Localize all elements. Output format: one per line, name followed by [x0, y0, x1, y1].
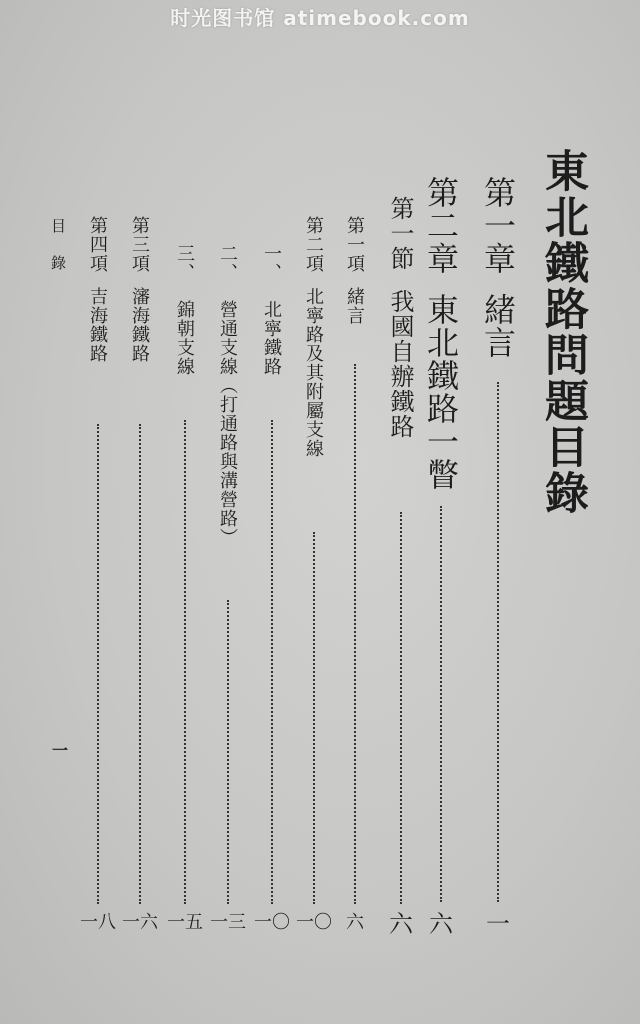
- leader-dots: [313, 532, 315, 904]
- page-number: 一六: [122, 912, 158, 933]
- entry-label: 第三項: [129, 216, 150, 273]
- leader-dots: [400, 512, 402, 904]
- entry-label: 第二章: [422, 176, 460, 275]
- entry-label: 第一節: [386, 196, 414, 271]
- page-number: 一八: [80, 912, 116, 933]
- entry-label: 第四項: [87, 216, 108, 273]
- entry-label: 二、: [217, 244, 238, 282]
- entry-text: 北寧鐵路: [261, 300, 282, 376]
- page-number: 一五: [167, 912, 203, 933]
- entry-text: 北寧路及其附屬支線: [303, 287, 324, 458]
- entry-label: 第一項: [344, 216, 365, 273]
- entry-label: 三、: [174, 244, 195, 282]
- toc-entry-section-1: [388, 196, 412, 439]
- entry-label: 一、: [261, 244, 282, 282]
- toc-entry-subitem-1: [262, 244, 280, 376]
- leader-dots: [97, 424, 99, 904]
- toc-entry-item-3: [130, 216, 148, 363]
- toc-entry-item-4: [88, 216, 106, 363]
- toc-entry-item-2: [304, 216, 322, 458]
- leader-dots: [440, 506, 442, 902]
- page-number: 六: [346, 912, 364, 933]
- watermark: 时光图书馆 atimebook.com: [170, 6, 470, 30]
- leader-dots: [271, 420, 273, 904]
- toc-entry-chapter-2: [422, 176, 460, 491]
- entry-label: 第一章: [479, 176, 517, 275]
- page-number: 一: [486, 910, 510, 938]
- toc-entry-item-1: [345, 216, 363, 325]
- entry-text: 我國自辦鐵路: [386, 289, 414, 439]
- entry-text: 緒言: [479, 293, 517, 359]
- page-number: 六: [429, 910, 453, 938]
- leader-dots: [184, 420, 186, 904]
- entry-label: 第二項: [303, 216, 324, 273]
- leader-dots: [139, 424, 141, 904]
- entry-text: 瀋海鐵路: [129, 287, 150, 363]
- leader-dots: [227, 600, 229, 904]
- toc-entry-subitem-2: [218, 244, 236, 547]
- page-number: 一〇: [254, 912, 290, 933]
- leader-dots: [497, 382, 499, 902]
- page-number: 一〇: [296, 912, 332, 933]
- page-number: 一三: [210, 912, 246, 933]
- folio-number: 一: [52, 741, 69, 760]
- entry-text: 錦朝支線: [174, 300, 195, 376]
- page-number: 六: [389, 910, 413, 938]
- page-title: 東北鐵路問題目錄: [537, 148, 588, 516]
- toc-entry-subitem-3: [175, 244, 193, 376]
- toc-entry-chapter-1: [479, 176, 517, 359]
- entry-text: 吉海鐵路: [87, 287, 108, 363]
- entry-text: 營通支線（打通路與溝營路）: [217, 300, 238, 547]
- entry-text: 緒言: [344, 287, 365, 325]
- leader-dots: [354, 364, 356, 904]
- entry-text: 東北鐵路一瞥: [422, 293, 460, 491]
- margin-label: 目錄: [49, 218, 67, 292]
